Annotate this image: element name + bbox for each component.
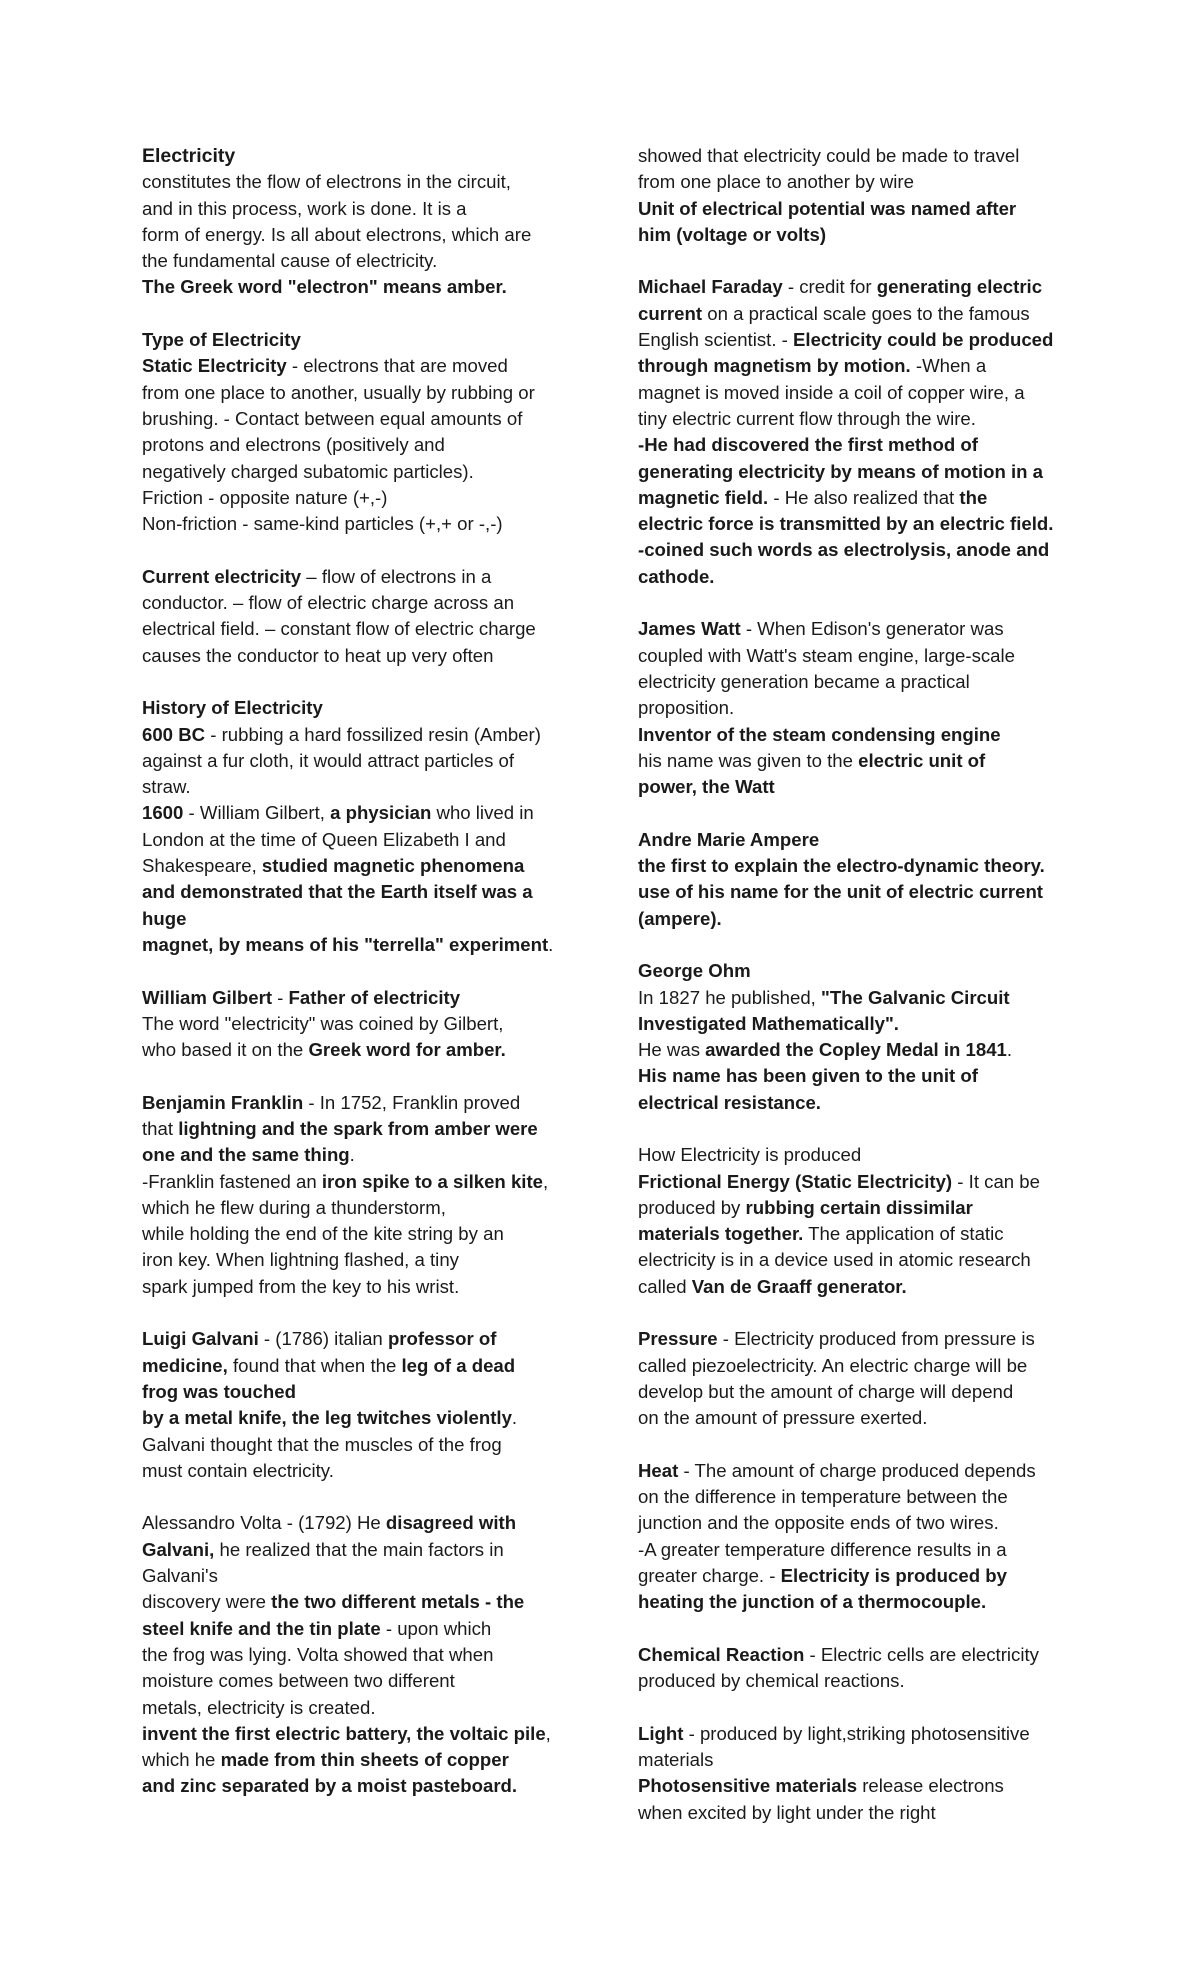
- text-line: [638, 1405, 1078, 1431]
- text: who based it on the: [142, 1039, 309, 1061]
- text-line: [638, 1458, 1078, 1484]
- text-line: [142, 800, 572, 826]
- bold-text: through magnetism by motion.: [638, 355, 911, 377]
- bold-text: the two different metals - the: [271, 1591, 525, 1613]
- bold-text: 600 BC: [142, 723, 206, 745]
- text: negatively charged subatomic particles).: [142, 460, 474, 482]
- bold-text: History of Electricity: [142, 697, 323, 719]
- text-line: [638, 1642, 1078, 1668]
- text: -Franklin fastened an: [142, 1170, 322, 1192]
- text-line: [142, 1773, 572, 1799]
- text-line: [638, 222, 1078, 248]
- paragraph: [142, 985, 572, 1064]
- text-line: [638, 432, 1078, 458]
- text: Galvani thought that the muscles of the frog: [142, 1433, 502, 1455]
- text: greater charge. -: [638, 1565, 781, 1587]
- text: - William Gilbert,: [183, 802, 331, 824]
- bold-text: Andre Marie Ampere: [638, 828, 820, 850]
- text: showed that electricity could be made to travel: [638, 145, 1020, 166]
- bold-text: George Ohm: [638, 960, 751, 982]
- bold-text: electric unit of: [858, 749, 986, 771]
- text: ,: [545, 1722, 551, 1744]
- text-line: [638, 380, 1078, 406]
- text-line: [638, 169, 1078, 195]
- paragraph: [638, 274, 1078, 590]
- paragraph: [638, 958, 1078, 1116]
- text-line: [638, 1326, 1078, 1352]
- text-line: [142, 1695, 572, 1721]
- text: Friction - opposite nature (+,-): [142, 486, 388, 508]
- text-line: [142, 853, 572, 879]
- bold-text: Pressure: [638, 1328, 718, 1350]
- text-line: [638, 1484, 1078, 1510]
- text: electricity generation became a practical: [638, 670, 970, 692]
- bold-text: -He had discovered the first method of: [638, 434, 978, 456]
- text: the fundamental cause of electricity.: [142, 250, 438, 272]
- text: constitutes the flow of electrons in the circuit,: [142, 171, 511, 193]
- text-line: [638, 143, 1078, 169]
- bold-text: leg of a dead: [401, 1354, 516, 1376]
- bold-text: Investigated Mathematically".: [638, 1012, 899, 1034]
- left-column: [142, 143, 572, 1800]
- text-line: [142, 1090, 572, 1116]
- paragraph: [638, 1721, 1078, 1826]
- text: protons and electrons (positively and: [142, 434, 445, 456]
- text-line: [638, 1537, 1078, 1563]
- bold-text: generating electric: [876, 276, 1043, 298]
- text: materials: [638, 1749, 714, 1771]
- text-line: [142, 1353, 572, 1379]
- text: ,: [542, 1170, 549, 1192]
- bold-text: lightning and the spark from amber were: [178, 1117, 538, 1139]
- bold-text: frog was touched: [142, 1380, 296, 1402]
- text-line: [638, 669, 1078, 695]
- text: produced by chemical reactions.: [638, 1670, 905, 1692]
- text-line: [142, 774, 572, 800]
- text-line: [142, 695, 572, 721]
- bold-text: use of his name for the unit of electric current: [638, 881, 1044, 903]
- text-line: [142, 432, 572, 458]
- text: found that when the: [227, 1354, 402, 1376]
- text-line: [638, 853, 1078, 879]
- text: .: [1006, 1039, 1013, 1061]
- bold-text: Static Electricity: [142, 355, 287, 377]
- text-line: [638, 748, 1078, 774]
- text: the frog was lying. Volta showed that when: [142, 1643, 494, 1665]
- bold-text: huge: [142, 907, 187, 929]
- text: He was: [638, 1039, 706, 1061]
- text: Shakespeare,: [142, 855, 262, 877]
- text: -A greater temperature difference results in a: [638, 1538, 1007, 1560]
- text: brushing. - Contact between equal amounts of: [142, 407, 523, 429]
- text: In 1827 he published,: [638, 986, 821, 1008]
- bold-text: Heat: [638, 1459, 679, 1481]
- bold-text: iron spike to a silken kite: [321, 1170, 543, 1192]
- text: form of energy. Is all about electrons, which are: [142, 223, 532, 245]
- text-line: [638, 1247, 1078, 1273]
- text-line: [142, 1668, 572, 1694]
- text: his name was given to the: [638, 749, 859, 771]
- text-line: [142, 879, 572, 905]
- text-line: [638, 406, 1078, 432]
- bold-text: and demonstrated that the Earth itself was a: [142, 881, 533, 903]
- paragraph: [142, 564, 572, 669]
- text: he realized that the main factors in: [214, 1538, 504, 1560]
- text-line: [142, 1379, 572, 1405]
- text-line: [142, 1326, 572, 1352]
- bold-text: him (voltage or volts): [638, 223, 827, 245]
- text: on the difference in temperature between the: [638, 1486, 1008, 1508]
- bold-text: the first to explain the electro-dynamic theory.: [638, 855, 1045, 877]
- bold-text: Father of electricity: [288, 986, 461, 1008]
- text-line: [142, 1432, 572, 1458]
- text: release electrons: [857, 1775, 1004, 1797]
- text-line: [638, 1195, 1078, 1221]
- text-line: [142, 722, 572, 748]
- paragraph: [142, 169, 572, 300]
- bold-text: and zinc separated by a moist pasteboard.: [142, 1775, 518, 1797]
- text-line: [142, 985, 572, 1011]
- bold-text: cathode.: [638, 565, 715, 587]
- text: conductor. – flow of electric charge across an: [142, 592, 515, 614]
- text-line: [638, 695, 1078, 721]
- text: against a fur cloth, it would attract particles of: [142, 749, 515, 771]
- text: - upon which: [380, 1617, 492, 1639]
- bold-text: James Watt: [638, 618, 741, 640]
- text: The word "electricity" was coined by Gilbert,: [142, 1012, 504, 1034]
- text: -: [272, 986, 289, 1008]
- bold-text: a physician: [330, 802, 432, 824]
- text: electrical field. – constant flow of electric charge: [142, 618, 536, 640]
- text-line: [638, 1510, 1078, 1536]
- text: on a practical scale goes to the famous: [702, 302, 1030, 324]
- text-line: [142, 1037, 572, 1063]
- text-line: [638, 485, 1078, 511]
- text-line: [142, 1116, 572, 1142]
- bold-text: current: [638, 302, 703, 324]
- bold-text: Luigi Galvani: [142, 1328, 259, 1350]
- text: Non-friction - same-kind particles (+,+ or -,-): [142, 513, 503, 535]
- bold-text: 1600: [142, 802, 184, 824]
- text-line: [142, 485, 572, 511]
- bold-text: Michael Faraday: [638, 276, 783, 298]
- text-line: [638, 537, 1078, 563]
- text-line: [638, 1090, 1078, 1116]
- text: that: [142, 1117, 179, 1139]
- bold-text: Electricity could be produced: [793, 329, 1054, 351]
- text: -When a: [910, 355, 987, 377]
- text-line: [142, 1458, 572, 1484]
- bold-text: The Greek word "electron" means amber.: [142, 276, 507, 298]
- bold-text: (ampere).: [638, 907, 722, 929]
- bold-text: generating electricity by means of motion in a: [638, 460, 1044, 482]
- text: develop but the amount of charge will depend: [638, 1380, 1014, 1402]
- text: Alessandro Volta - (1792) He: [142, 1512, 386, 1534]
- bold-text: magnet, by means of his "terrella" experiment: [142, 933, 549, 955]
- text-line: [638, 459, 1078, 485]
- paragraph: [638, 1142, 1078, 1300]
- text-line: [142, 564, 572, 590]
- bold-text: materials together.: [638, 1223, 804, 1245]
- text-line: [142, 274, 572, 300]
- text-line: [142, 1537, 572, 1563]
- text: which he: [142, 1749, 221, 1771]
- text-line: [638, 274, 1078, 300]
- bold-text: steel knife and the tin plate: [142, 1617, 381, 1639]
- bold-text: Van de Graaff generator.: [691, 1275, 907, 1297]
- bold-text: Benjamin Franklin: [142, 1091, 304, 1113]
- text: – flow of electrons in a: [301, 565, 492, 587]
- text: magnet is moved inside a coil of copper wire, a: [638, 381, 1025, 403]
- text-line: [142, 1721, 572, 1747]
- bold-text: electrical resistance.: [638, 1091, 821, 1113]
- text-line: [142, 1221, 572, 1247]
- text-line: [142, 1642, 572, 1668]
- bold-text: Chemical Reaction: [638, 1643, 805, 1665]
- paragraph: [142, 1090, 572, 1300]
- text-line: [638, 327, 1078, 353]
- text-line: [142, 748, 572, 774]
- text: called piezoelectricity. An electric charge will be: [638, 1354, 1028, 1376]
- text-line: [142, 590, 572, 616]
- text-line: [638, 301, 1078, 327]
- bold-text: one and the same thing: [142, 1144, 350, 1166]
- text-line: [638, 722, 1078, 748]
- text-line: [638, 511, 1078, 537]
- bold-text: professor of: [387, 1328, 497, 1350]
- bold-text: -coined such words as electrolysis, anode and: [638, 539, 1050, 561]
- text-line: [638, 1063, 1078, 1089]
- text-line: [638, 196, 1078, 222]
- bold-text: Electricity is produced by: [780, 1565, 1007, 1587]
- bold-text: William Gilbert: [142, 986, 273, 1008]
- text-line: [638, 1800, 1078, 1826]
- text-line: [142, 1616, 572, 1642]
- text: causes the conductor to heat up very often: [142, 644, 494, 666]
- text-line: [142, 222, 572, 248]
- text-line: [638, 643, 1078, 669]
- text-line: [142, 1747, 572, 1773]
- text-line: [638, 827, 1078, 853]
- text-line: [142, 906, 572, 932]
- text-line: [142, 327, 572, 353]
- bold-text: Galvani,: [142, 1538, 215, 1560]
- document-title: Electricity: [142, 145, 236, 167]
- text-line: [638, 1037, 1078, 1063]
- bold-text: Type of Electricity: [142, 329, 301, 351]
- text-line: [142, 1195, 572, 1221]
- text: .: [349, 1144, 355, 1166]
- text: - credit for: [782, 276, 877, 298]
- bold-text: awarded the Copley Medal in 1841: [705, 1039, 1007, 1061]
- text: - In 1752, Franklin proved: [303, 1091, 521, 1113]
- text-line: [638, 353, 1078, 379]
- text-line: [142, 643, 572, 669]
- text: - produced by light,striking photosensitive: [683, 1722, 1030, 1744]
- text-line: [638, 906, 1078, 932]
- text-line: [638, 1353, 1078, 1379]
- text: while holding the end of the kite string by an: [142, 1223, 504, 1245]
- text-line: [142, 353, 572, 379]
- paragraph: [638, 616, 1078, 800]
- text-line: [638, 1221, 1078, 1247]
- text-line: [142, 616, 572, 642]
- bold-text: studied magnetic phenomena: [261, 855, 525, 877]
- text-line: [142, 1247, 572, 1273]
- text-line: [638, 1379, 1078, 1405]
- text-line: [638, 879, 1078, 905]
- text: - When Edison's generator was: [740, 618, 1004, 640]
- text: and in this process, work is done. It is a: [142, 197, 467, 219]
- text-line: [142, 827, 572, 853]
- text: on the amount of pressure exerted.: [638, 1407, 928, 1429]
- text-line: [142, 1011, 572, 1037]
- text: from one place to another by wire: [638, 171, 914, 193]
- text-line: [638, 1169, 1078, 1195]
- paragraph: [142, 327, 572, 537]
- text-line: [142, 1405, 572, 1431]
- text: called: [638, 1275, 692, 1297]
- text-line: [638, 1668, 1078, 1694]
- paragraph: [638, 1458, 1078, 1616]
- bold-text: Greek word for amber.: [308, 1039, 506, 1061]
- text: moisture comes between two different: [142, 1670, 455, 1692]
- text-line: [638, 564, 1078, 590]
- text: - rubbing a hard fossilized resin (Amber): [205, 723, 541, 745]
- text-line: [142, 1274, 572, 1300]
- text: .: [548, 933, 554, 955]
- bold-text: disagreed with: [385, 1512, 517, 1534]
- text: Galvani's: [142, 1565, 218, 1587]
- text-line: [638, 1011, 1078, 1037]
- text-line: [638, 1721, 1078, 1747]
- text-line: [638, 774, 1078, 800]
- text-line: [142, 932, 572, 958]
- text: discovery were: [142, 1591, 272, 1613]
- text-line: [142, 380, 572, 406]
- text-line: [142, 1169, 572, 1195]
- text: - He also realized that: [768, 486, 960, 508]
- text: from one place to another, usually by rubbing or: [142, 381, 535, 403]
- text: - Electricity produced from pressure is: [717, 1328, 1035, 1350]
- bold-text: power, the Watt: [638, 776, 775, 798]
- text-line: [638, 1773, 1078, 1799]
- paragraph: [142, 695, 572, 958]
- text: proposition.: [638, 697, 735, 719]
- bold-text: Light: [638, 1722, 684, 1744]
- text: tiny electric current flow through the wire.: [638, 407, 976, 429]
- text-line: [142, 406, 572, 432]
- bold-text: Current electricity: [142, 565, 302, 587]
- bold-text: the: [959, 486, 988, 508]
- text-line: [142, 1142, 572, 1168]
- text-line: [142, 196, 572, 222]
- right-column: [638, 143, 1078, 1826]
- text: must contain electricity.: [142, 1459, 334, 1481]
- text: - electrons that are moved: [286, 355, 508, 377]
- bold-text: magnetic field.: [638, 486, 769, 508]
- text-line: [638, 985, 1078, 1011]
- bold-text: electric force is transmitted by an electric field.: [638, 513, 1054, 535]
- text-line: [142, 248, 572, 274]
- text: The application of static: [803, 1223, 1004, 1245]
- text-line: [638, 1747, 1078, 1773]
- text: .: [511, 1407, 518, 1429]
- text-line: [638, 616, 1078, 642]
- text-line: [142, 1563, 572, 1589]
- text: junction and the opposite ends of two wires.: [638, 1512, 999, 1534]
- bold-text: His name has been given to the unit of: [638, 1065, 978, 1087]
- text: who lived in: [431, 802, 534, 824]
- text-line: [142, 1510, 572, 1536]
- text-line: [142, 143, 572, 169]
- text: - Electric cells are electricity: [804, 1643, 1039, 1665]
- bold-text: Unit of electrical potential was named after: [638, 197, 1017, 219]
- text: How Electricity is produced: [638, 1144, 862, 1166]
- paragraph: [638, 827, 1078, 932]
- text: coupled with Watt's steam engine, large-scale: [638, 644, 1015, 666]
- text: spark jumped from the key to his wrist.: [142, 1275, 460, 1297]
- bold-text: Frictional Energy (Static Electricity): [638, 1170, 953, 1192]
- text: - (1786) italian: [258, 1328, 388, 1350]
- text: electricity is in a device used in atomic research: [638, 1249, 1031, 1271]
- text-line: [638, 1274, 1078, 1300]
- bold-text: Inventor of the steam condensing engine: [638, 723, 1001, 745]
- text-line: [638, 1563, 1078, 1589]
- paragraph: [142, 143, 572, 169]
- text-line: [142, 169, 572, 195]
- paragraph: [638, 1642, 1078, 1695]
- text-line: [638, 1589, 1078, 1615]
- paragraph: [638, 1326, 1078, 1431]
- text-line: [638, 1142, 1078, 1168]
- text: produced by: [638, 1196, 746, 1218]
- text: which he flew during a thunderstorm,: [142, 1196, 446, 1218]
- text-line: [142, 459, 572, 485]
- bold-text: made from thin sheets of copper: [220, 1749, 509, 1771]
- bold-text: invent the first electric battery, the voltaic pile: [142, 1722, 546, 1744]
- paragraph: [142, 1510, 572, 1799]
- text: iron key. When lightning flashed, a tiny: [142, 1249, 459, 1271]
- bold-text: "The Galvanic Circuit: [821, 986, 1010, 1008]
- paragraph: [638, 143, 1078, 248]
- bold-text: Photosensitive materials: [638, 1775, 858, 1797]
- text: metals, electricity is created.: [142, 1696, 376, 1718]
- text-line: [142, 1589, 572, 1615]
- text-line: [638, 958, 1078, 984]
- text: English scientist. -: [638, 329, 794, 351]
- bold-text: heating the junction of a thermocouple.: [638, 1591, 987, 1613]
- text: - It can be: [952, 1170, 1040, 1192]
- text: London at the time of Queen Elizabeth I and: [142, 828, 506, 850]
- text: - The amount of charge produced depends: [678, 1459, 1036, 1481]
- paragraph: [142, 1326, 572, 1484]
- text: straw.: [142, 776, 191, 798]
- bold-text: rubbing certain dissimilar: [745, 1196, 973, 1218]
- text-line: [142, 511, 572, 537]
- bold-text: medicine,: [142, 1354, 228, 1376]
- text: when excited by light under the right: [638, 1801, 936, 1823]
- bold-text: by a metal knife, the leg twitches violently: [142, 1407, 512, 1429]
